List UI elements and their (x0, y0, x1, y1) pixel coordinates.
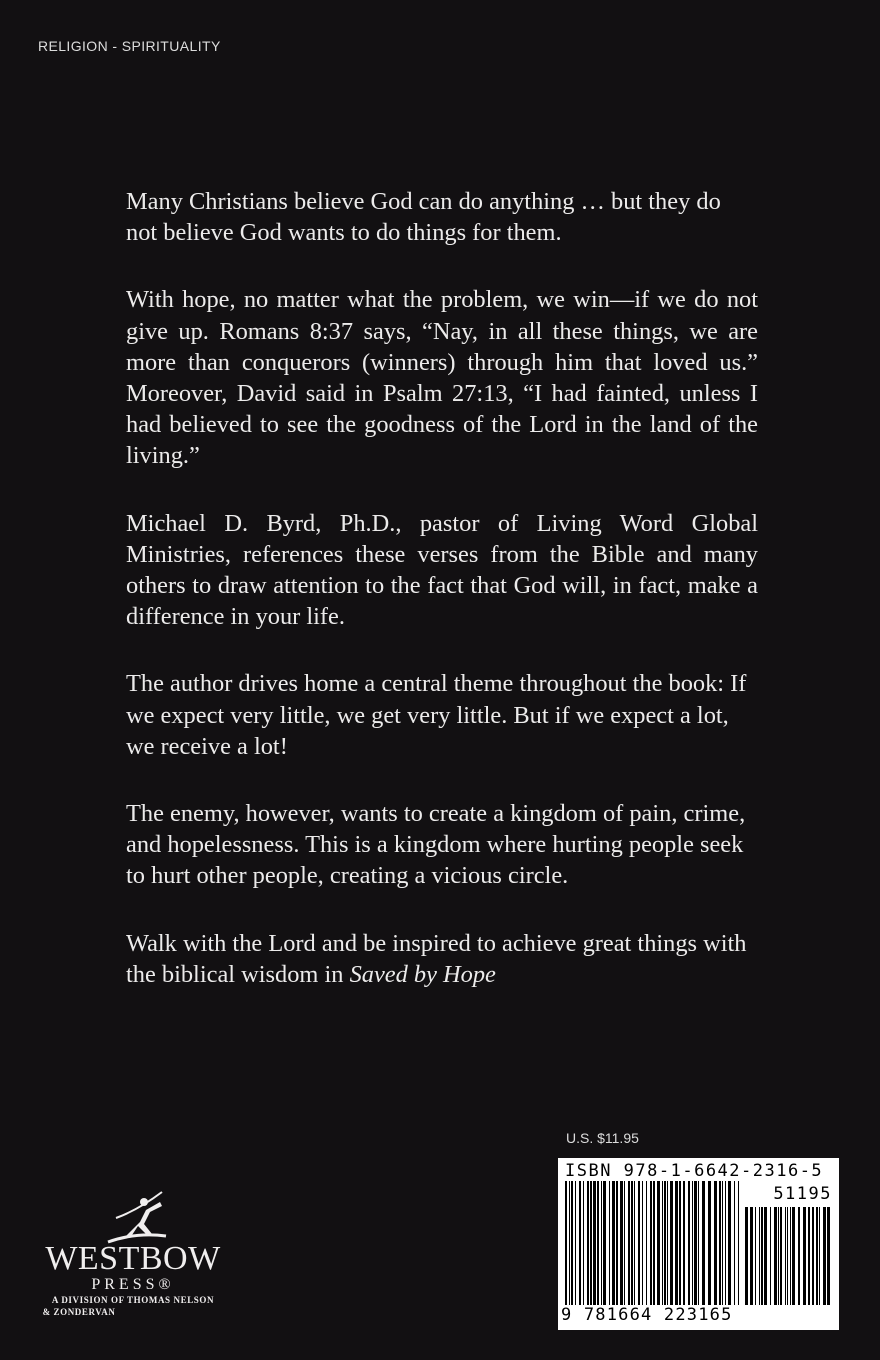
barcode-bar (590, 1181, 592, 1305)
barcode-bar (620, 1181, 623, 1305)
barcode-bar (725, 1181, 726, 1305)
blurb-paragraph-6-text: Walk with the Lord and be inspired to achieve great things with the biblical wisdom in (126, 929, 747, 988)
barcode-bar (624, 1181, 625, 1305)
blurb-paragraph-5: The enemy, however, wants to create a kingdom of pain, crime, and hopelessness. This is a kingdom where hurting people seek to hurt other people, creating a vicious circle. (126, 800, 746, 890)
barcode-bar (679, 1181, 681, 1305)
barcode-bar (702, 1181, 705, 1305)
barcode-bar (790, 1207, 791, 1305)
blurb-paragraph-6 (126, 928, 758, 990)
barcode-bar (694, 1181, 697, 1305)
barcode-bar (738, 1181, 739, 1305)
barcode-bar (670, 1181, 673, 1305)
isbn-barcode (558, 1158, 839, 1330)
ean-barcode-bars (565, 1181, 741, 1305)
barcode-bar (667, 1181, 668, 1305)
barcode-bar (612, 1181, 615, 1305)
barcode-bar (827, 1207, 830, 1305)
barcode-bar (616, 1181, 618, 1305)
barcode-bar (745, 1207, 748, 1305)
publisher-division-2: & ZONDERVAN (42, 1307, 116, 1317)
barcode-bar (664, 1181, 666, 1305)
barcode-bar (583, 1181, 584, 1305)
barcode-bar (734, 1181, 735, 1305)
category-label: RELIGION - SPIRITUALITY (38, 38, 221, 54)
publisher-name: WESTBOW (45, 1240, 221, 1277)
barcode-bar (601, 1181, 602, 1305)
barcode-bar (634, 1181, 635, 1305)
barcode-bar (603, 1181, 606, 1305)
archer-figure-icon (86, 1188, 170, 1244)
addon-digits: 51195 (773, 1184, 832, 1204)
publisher-logo (28, 1180, 228, 1330)
barcode-bar (770, 1207, 771, 1305)
barcode-bar (638, 1181, 640, 1305)
barcode-bar (792, 1207, 795, 1305)
barcode-bar (816, 1207, 818, 1305)
barcode-bar (657, 1181, 660, 1305)
blurb-paragraph-2: With hope, no matter what the problem, we win—if we do not give up. Romans 8:37 says, “Nay, in all these things, we are more than conquerors (winners) through him that loved us.” Moreover, David said in Psalm 27:13, “I had fainted, unless I had believed to see the goodness of the Lord in the land of the living.” (126, 286, 758, 470)
barcode-bar (785, 1207, 786, 1305)
barcode-bar (579, 1181, 581, 1305)
barcode-bar (759, 1207, 760, 1305)
isbn-label: ISBN 978-1-6642-2316-5 (565, 1161, 824, 1181)
barcode-bar (597, 1181, 599, 1305)
barcode-bar (565, 1181, 567, 1305)
blurb-paragraph-4: The author drives home a central theme throughout the book: If we expect very little, we get very little. But if we expect a lot, we receive a lot! (126, 670, 747, 760)
barcode-bar (719, 1181, 721, 1305)
barcode-bar (692, 1181, 693, 1305)
barcode-bar (650, 1181, 652, 1305)
barcode-bar (819, 1207, 820, 1305)
barcode-bar (569, 1181, 570, 1305)
publisher-division: A DIVISION OF THOMAS NELSON (51, 1295, 215, 1305)
barcode-bar (593, 1181, 596, 1305)
barcode-bar (575, 1181, 576, 1305)
book-title: Saved by Hope (349, 960, 496, 988)
barcode-bar (787, 1207, 788, 1305)
blurb-paragraph-1: Many Christians believe God can do anything … but they do not believe God wants to do things for them. (126, 188, 721, 247)
price-label: U.S. $11.95 (566, 1130, 639, 1146)
barcode-bar (683, 1181, 685, 1305)
barcode-bar (631, 1181, 633, 1305)
barcode-bar (728, 1181, 731, 1305)
barcode-bar (675, 1181, 678, 1305)
barcode-bar (571, 1181, 573, 1305)
barcode-bar (708, 1181, 711, 1305)
barcode-bar (698, 1181, 699, 1305)
barcode-bar (808, 1207, 810, 1305)
barcode-bar (722, 1181, 723, 1305)
barcode-bar (798, 1207, 800, 1305)
barcode-bar (774, 1207, 777, 1305)
publisher-press: PRESS® (91, 1276, 175, 1293)
back-cover-blurb (126, 186, 758, 1026)
barcode-bar (750, 1207, 753, 1305)
barcode-bar (761, 1207, 763, 1305)
barcode-bar (803, 1207, 806, 1305)
barcode-bar (778, 1207, 779, 1305)
barcode-bar (812, 1207, 814, 1305)
barcode-bar (653, 1181, 655, 1305)
barcode-bar (628, 1181, 630, 1305)
barcode-bar (755, 1207, 756, 1305)
barcode-bar (646, 1181, 647, 1305)
barcode-bar (587, 1181, 589, 1305)
blurb-paragraph-3: Michael D. Byrd, Ph.D., pastor of Living Word Global Ministries, references these verses from the Bible and many others to draw attention to the fact that God will, in fact, make a difference in your life. (126, 509, 758, 631)
barcode-bar (714, 1181, 717, 1305)
barcode-bar (688, 1181, 690, 1305)
barcode-bar (662, 1181, 663, 1305)
barcode-bar (823, 1207, 826, 1305)
barcode-bar (780, 1207, 782, 1305)
barcode-bar (642, 1181, 643, 1305)
ean-digits: 9 781664 223165 (561, 1305, 733, 1325)
barcode-bar (764, 1207, 767, 1305)
barcode-bar (609, 1181, 610, 1305)
addon-barcode-bars (745, 1207, 833, 1305)
